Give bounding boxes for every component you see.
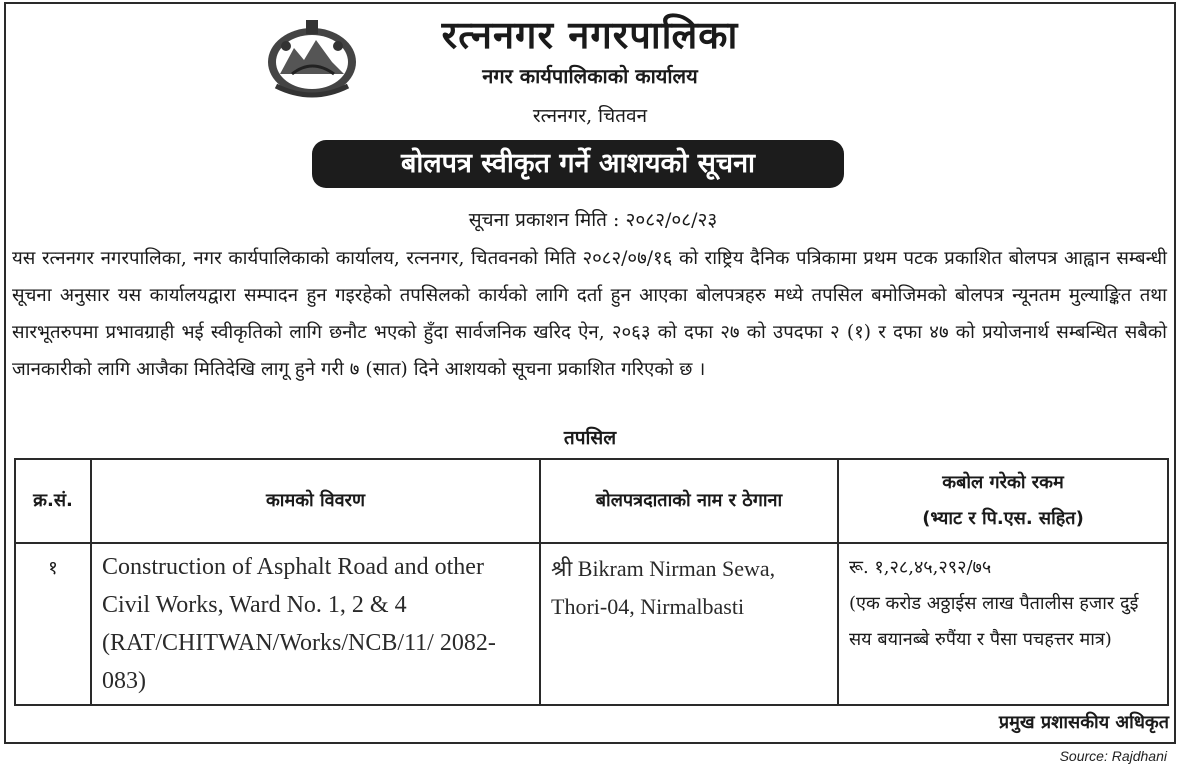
publish-date: सूचना प्रकाशन मिति : २०८२/०८/२३ [468, 209, 718, 231]
table-header-row [15, 459, 1168, 543]
office-name: नगर कार्यपालिकाको कार्यालय [482, 64, 698, 88]
table-row [15, 543, 1168, 705]
header-amount-line2: (भ्याट र पि.एस. सहित) [922, 508, 1084, 529]
cell-sn: १ [15, 543, 91, 705]
header-amount-line1: कबोल गरेको रकम [942, 472, 1064, 493]
signer-title: प्रमुख प्रशासकीय अधिकृत [998, 712, 1169, 733]
header-bidder: बोलपत्रदाताको नाम र ठेगाना [540, 459, 838, 543]
amount-figure: रू. १,२८,४५,२९२/७५ [849, 557, 992, 578]
notice-heading: बोलपत्र स्वीकृत गर्ने आशयको सूचना [400, 148, 756, 179]
amount-words: (एक करोड अठ्ठाईस लाख पैतालीस हजार दुई सय बयानब्बे रुपैंया र पैसा पचहत्तर मात्र) [849, 593, 1139, 650]
municipality-emblem-icon [262, 12, 362, 100]
tender-table [14, 458, 1169, 706]
cell-amount [838, 543, 1168, 705]
cell-work: Construction of Asphalt Road and other Civil Works, Ward No. 1, 2 & 4 (RAT/CHITWAN/Works/NCB/11/ 2082-083) [91, 543, 540, 705]
header-sn: क्र.सं. [15, 459, 91, 543]
header-work: कामको विवरण [91, 459, 540, 543]
notice-heading-banner [312, 140, 844, 188]
office-location: रत्ननगर, चितवन [532, 105, 648, 127]
source-credit: Source: Rajdhani [1059, 748, 1167, 764]
municipality-title: रत्ननगर नगरपालिका [441, 13, 739, 57]
notice-body: यस रत्ननगर नगरपालिका, नगर कार्यपालिकाको कार्यालय, रत्ननगर, चितवनको मिति २०८२/०७/१६ को राष्ट्रिय दैनिक पत्रिकामा प्रथम पटक प्रकाशित बोलपत्र आह्वान सम्बन्धी सूचना अनुसार यस कार्यालयद्वारा सम्पादन हुन गइरहेको तपसिलको कार्यको लागि दर्ता हुन आएका बोलपत्रहरु मध्ये तपसिल बमोजिमको बोलपत्र न्यूनतम मुल्याङ्कित तथा सारभूतरुपमा प्रभावग्राही भई स्वीकृतिको लागि छनौट भएको हुँदा सार्वजनिक खरिद ऐन, २०६३ को दफा २७ को उपदफा २ (१) र दफा ४७ को प्रयोजनार्थ सम्बन्धित सबैको जानकारीको लागि आजैका मितिदेखि लागू हुने गरी ७ (सात) दिने आशयको सूचना प्रकाशित गरिएको छ । [12, 248, 1167, 380]
cell-bidder: श्री Bikram Nirman Sewa, Thori-04, Nirmalbasti [540, 543, 838, 705]
header-amount [838, 459, 1168, 543]
details-label: तपसिल [563, 427, 617, 449]
